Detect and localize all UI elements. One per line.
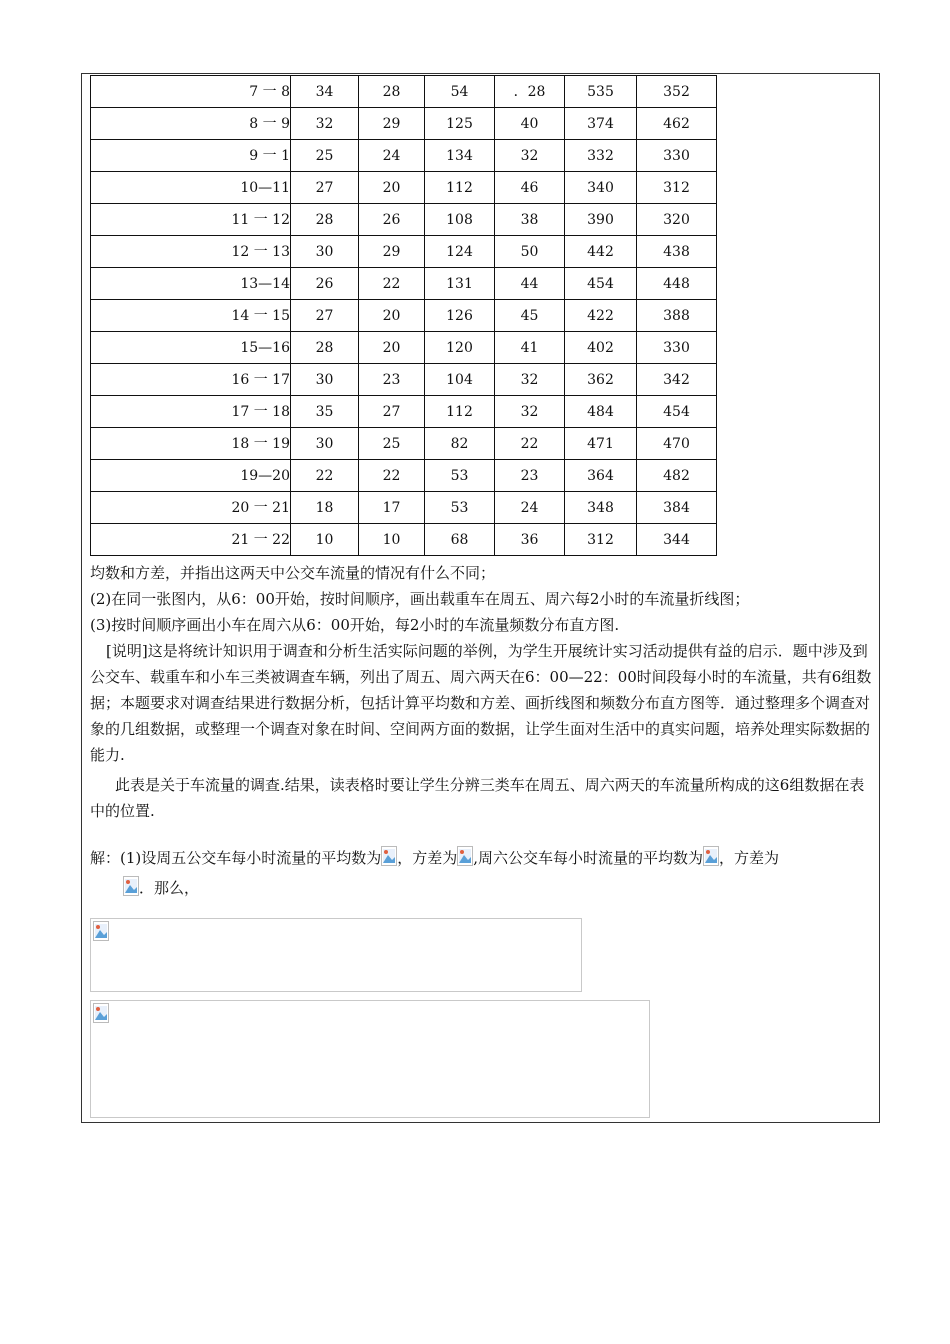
value-cell: 32	[495, 364, 565, 396]
solution-part-5: ．那么，	[139, 879, 200, 897]
value-cell: 126	[425, 300, 495, 332]
time-cell: 11 一 12	[91, 204, 291, 236]
value-cell: 24	[495, 492, 565, 524]
table-row	[91, 364, 717, 396]
value-cell: 29	[359, 236, 425, 268]
time-cell: 13—14	[91, 268, 291, 300]
solution-part-4: ，方差为	[719, 849, 780, 867]
value-cell: 454	[637, 396, 717, 428]
value-cell: 108	[425, 204, 495, 236]
question-line-2: (2)在同一张图内，从6：00开始，按时间顺序，画出载重车在周五、周六每2小时的车流量折线图；	[90, 590, 750, 608]
reading-paragraph: 此表是关于车流量的调查.结果，读表格时要让学生分辨三类车在周五、周六两天的车流量所构成的这6组数据在表中的位置.	[90, 776, 865, 820]
value-cell: 46	[495, 172, 565, 204]
time-cell: 16 一 17	[91, 364, 291, 396]
value-cell: 462	[637, 108, 717, 140]
explanation-note: [说明]这是将统计知识用于调查和分析生活实际问题的举例，为学生开展统计实习活动提供有益的启示．题中涉及到公交车、载重车和小车三类被调查车辆，列出了周五、周六两天在6：00—22：00时间段每小时的车流量，共有6组数据；本题要求对调查结果进行数据分析，包括计算平均数和方差、画折线图和频数分布直方图等．通过整理多个调查对象的几组数据，或整理一个调查对象在时间、空间两方面的数据，让学生面对生活中的真实问题，培养处理实际数据的能力.	[90, 642, 872, 764]
value-cell: 104	[425, 364, 495, 396]
value-cell: 362	[565, 364, 637, 396]
table-row	[91, 76, 717, 108]
solution-part-2: ，方差为	[397, 849, 458, 867]
value-cell: 30	[291, 364, 359, 396]
question-line-1: 均数和方差，并指出这两天中公交车流量的情况有什么不同；	[90, 564, 496, 582]
value-cell: 26	[359, 204, 425, 236]
solution-line	[90, 843, 880, 873]
value-cell: 134	[425, 140, 495, 172]
value-cell: 312	[637, 172, 717, 204]
value-cell: 124	[425, 236, 495, 268]
value-cell: 25	[291, 140, 359, 172]
time-cell: 15—16	[91, 332, 291, 364]
value-cell: 28	[291, 204, 359, 236]
value-cell: 45	[495, 300, 565, 332]
question-text	[90, 560, 880, 824]
time-cell: 10—11	[91, 172, 291, 204]
value-cell: 30	[291, 236, 359, 268]
table-row	[91, 204, 717, 236]
solution-text	[90, 843, 880, 903]
value-cell: 25	[359, 428, 425, 460]
value-cell: 35	[291, 396, 359, 428]
table-row	[91, 396, 717, 428]
value-cell: 53	[425, 492, 495, 524]
image-placeholder-icon	[381, 846, 397, 866]
value-cell: 22	[359, 460, 425, 492]
value-cell: 32	[495, 140, 565, 172]
image-placeholder-icon	[93, 921, 109, 941]
value-cell: 22	[495, 428, 565, 460]
value-cell: 312	[565, 524, 637, 556]
value-cell: ．28	[495, 76, 565, 108]
value-cell: 18	[291, 492, 359, 524]
value-cell: 482	[637, 460, 717, 492]
value-cell: 22	[359, 268, 425, 300]
value-cell: 27	[359, 396, 425, 428]
time-cell: 9 一 1	[91, 140, 291, 172]
value-cell: 68	[425, 524, 495, 556]
table-row	[91, 524, 717, 556]
time-cell: 7 一 8	[91, 76, 291, 108]
value-cell: 24	[359, 140, 425, 172]
value-cell: 41	[495, 332, 565, 364]
value-cell: 10	[359, 524, 425, 556]
table-row	[91, 140, 717, 172]
value-cell: 22	[291, 460, 359, 492]
time-cell: 21 一 22	[91, 524, 291, 556]
value-cell: 28	[291, 332, 359, 364]
formula-image-box-2	[90, 1000, 650, 1118]
value-cell: 348	[565, 492, 637, 524]
table-row	[91, 300, 717, 332]
value-cell: 471	[565, 428, 637, 460]
value-cell: 374	[565, 108, 637, 140]
value-cell: 320	[637, 204, 717, 236]
table-row	[91, 332, 717, 364]
value-cell: 38	[495, 204, 565, 236]
image-placeholder-icon	[123, 876, 139, 896]
value-cell: 23	[495, 460, 565, 492]
value-cell: 40	[495, 108, 565, 140]
time-cell: 18 一 19	[91, 428, 291, 460]
value-cell: 36	[495, 524, 565, 556]
solution-part-3: ,周六公交车每小时流量的平均数为	[473, 849, 704, 867]
table-row	[91, 236, 717, 268]
solution-line-2	[90, 873, 880, 903]
value-cell: 82	[425, 428, 495, 460]
time-cell: 17 一 18	[91, 396, 291, 428]
value-cell: 112	[425, 172, 495, 204]
value-cell: 29	[359, 108, 425, 140]
value-cell: 53	[425, 460, 495, 492]
time-cell: 8 一 9	[91, 108, 291, 140]
value-cell: 422	[565, 300, 637, 332]
image-placeholder-icon	[457, 846, 473, 866]
traffic-table	[90, 75, 717, 556]
time-cell: 19—20	[91, 460, 291, 492]
value-cell: 27	[291, 172, 359, 204]
value-cell: 332	[565, 140, 637, 172]
value-cell: 344	[637, 524, 717, 556]
value-cell: 470	[637, 428, 717, 460]
value-cell: 120	[425, 332, 495, 364]
value-cell: 131	[425, 268, 495, 300]
value-cell: 10	[291, 524, 359, 556]
solution-part-1: 解：(1)设周五公交车每小时流量的平均数为	[90, 849, 382, 867]
formula-image-box-1	[90, 918, 582, 992]
value-cell: 23	[359, 364, 425, 396]
value-cell: 438	[637, 236, 717, 268]
value-cell: 352	[637, 76, 717, 108]
question-line-3: (3)按时间顺序画出小车在周六从6：00开始，每2小时的车流量频数分布直方图.	[90, 616, 620, 634]
value-cell: 44	[495, 268, 565, 300]
time-cell: 14 一 15	[91, 300, 291, 332]
value-cell: 330	[637, 332, 717, 364]
value-cell: 30	[291, 428, 359, 460]
table-row	[91, 492, 717, 524]
table-row	[91, 428, 717, 460]
table-row	[91, 460, 717, 492]
value-cell: 340	[565, 172, 637, 204]
value-cell: 50	[495, 236, 565, 268]
value-cell: 390	[565, 204, 637, 236]
value-cell: 454	[565, 268, 637, 300]
value-cell: 32	[495, 396, 565, 428]
value-cell: 27	[291, 300, 359, 332]
value-cell: 54	[425, 76, 495, 108]
value-cell: 535	[565, 76, 637, 108]
table-row	[91, 108, 717, 140]
value-cell: 330	[637, 140, 717, 172]
value-cell: 484	[565, 396, 637, 428]
value-cell: 20	[359, 300, 425, 332]
value-cell: 388	[637, 300, 717, 332]
image-placeholder-icon	[93, 1003, 109, 1023]
value-cell: 402	[565, 332, 637, 364]
value-cell: 28	[359, 76, 425, 108]
value-cell: 112	[425, 396, 495, 428]
time-cell: 12 一 13	[91, 236, 291, 268]
value-cell: 384	[637, 492, 717, 524]
value-cell: 20	[359, 172, 425, 204]
value-cell: 32	[291, 108, 359, 140]
value-cell: 17	[359, 492, 425, 524]
value-cell: 364	[565, 460, 637, 492]
value-cell: 26	[291, 268, 359, 300]
value-cell: 448	[637, 268, 717, 300]
value-cell: 342	[637, 364, 717, 396]
value-cell: 125	[425, 108, 495, 140]
table-row	[91, 268, 717, 300]
time-cell: 20 一 21	[91, 492, 291, 524]
table-row	[91, 172, 717, 204]
value-cell: 442	[565, 236, 637, 268]
value-cell: 20	[359, 332, 425, 364]
value-cell: 34	[291, 76, 359, 108]
image-placeholder-icon	[703, 846, 719, 866]
